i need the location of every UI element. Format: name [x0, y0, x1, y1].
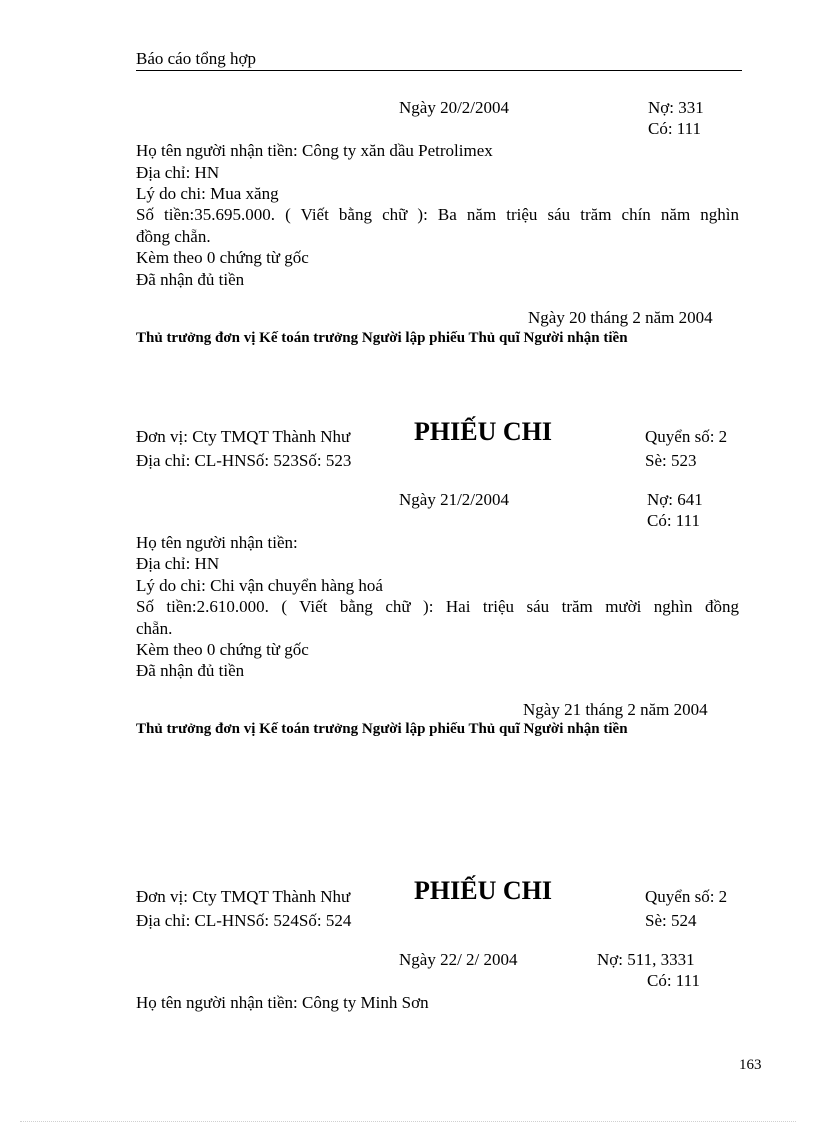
debit-account: Nợ: 511, 3331: [597, 950, 695, 969]
credit-account: Có: 111: [647, 511, 701, 530]
serial-number: Sè: 524: [645, 911, 697, 930]
attachments-line: Kèm theo 0 chứng từ gốc: [136, 640, 309, 659]
signature-row: Thủ trưởng đơn vị Kế toán trưởng Người lập phiếu Thủ quĩ Người nhận tiền: [136, 330, 628, 346]
voucher-date: Ngày 20/2/2004: [399, 98, 510, 117]
amount-line: Số tiền:2.610.000. ( Viết bằng chữ ): Hai triệu sáu trăm mười nghìn đồng: [136, 597, 739, 616]
page-bottom-border: [20, 1121, 796, 1122]
amount-line-continued: chẵn.: [136, 619, 173, 638]
received-line: Đã nhận đủ tiền: [136, 661, 245, 680]
voucher-title: PHIẾU CHI: [414, 417, 552, 446]
sign-date: Ngày 21 tháng 2 năm 2004: [523, 700, 708, 719]
page-number: 163: [739, 1057, 762, 1073]
signature-row: Thủ trưởng đơn vị Kế toán trưởng Người lập phiếu Thủ quĩ Người nhận tiền: [136, 721, 628, 737]
recipient-line: Họ tên người nhận tiền: Công ty Minh Sơn: [136, 993, 429, 1012]
voucher-date: Ngày 21/2/2004: [399, 490, 510, 509]
recipient-line: Họ tên người nhận tiền: Công ty xăn dầu Petrolimex: [136, 141, 493, 160]
voucher-date: Ngày 22/ 2/ 2004: [399, 950, 518, 969]
credit-account: Có: 111: [647, 971, 701, 990]
reason-line: Lý do chi: Chi vận chuyển hàng hoá: [136, 576, 383, 595]
debit-account: Nợ: 641: [647, 490, 703, 509]
header-title: Báo cáo tổng hợp: [136, 49, 256, 68]
debit-account: Nợ: 331: [648, 98, 704, 117]
address-line: Địa chỉ: HN: [136, 554, 220, 573]
book-number: Quyển số: 2: [645, 427, 728, 446]
received-line: Đã nhận đủ tiền: [136, 270, 245, 289]
book-number: Quyển số: 2: [645, 887, 728, 906]
credit-account: Có: 111: [648, 119, 702, 138]
address-number-line: Địa chỉ: CL-HNSố: 524Số: 524: [136, 911, 352, 930]
attachments-line: Kèm theo 0 chứng từ gốc: [136, 248, 309, 267]
unit-line: Đơn vị: Cty TMQT Thành Như: [136, 887, 351, 906]
amount-line-continued: đồng chẵn.: [136, 227, 211, 246]
sign-date: Ngày 20 tháng 2 năm 2004: [528, 308, 713, 327]
recipient-line: Họ tên người nhận tiền:: [136, 533, 298, 552]
unit-line: Đơn vị: Cty TMQT Thành Như: [136, 427, 351, 446]
voucher-title: PHIẾU CHI: [414, 876, 552, 905]
amount-line: Số tiền:35.695.000. ( Viết bằng chữ ): Ba năm triệu sáu trăm chín năm nghìn: [136, 205, 739, 224]
address-line: Địa chỉ: HN: [136, 163, 220, 182]
reason-line: Lý do chi: Mua xăng: [136, 184, 279, 203]
address-number-line: Địa chỉ: CL-HNSố: 523Số: 523: [136, 451, 352, 470]
serial-number: Sè: 523: [645, 451, 697, 470]
header-rule: [136, 70, 742, 71]
